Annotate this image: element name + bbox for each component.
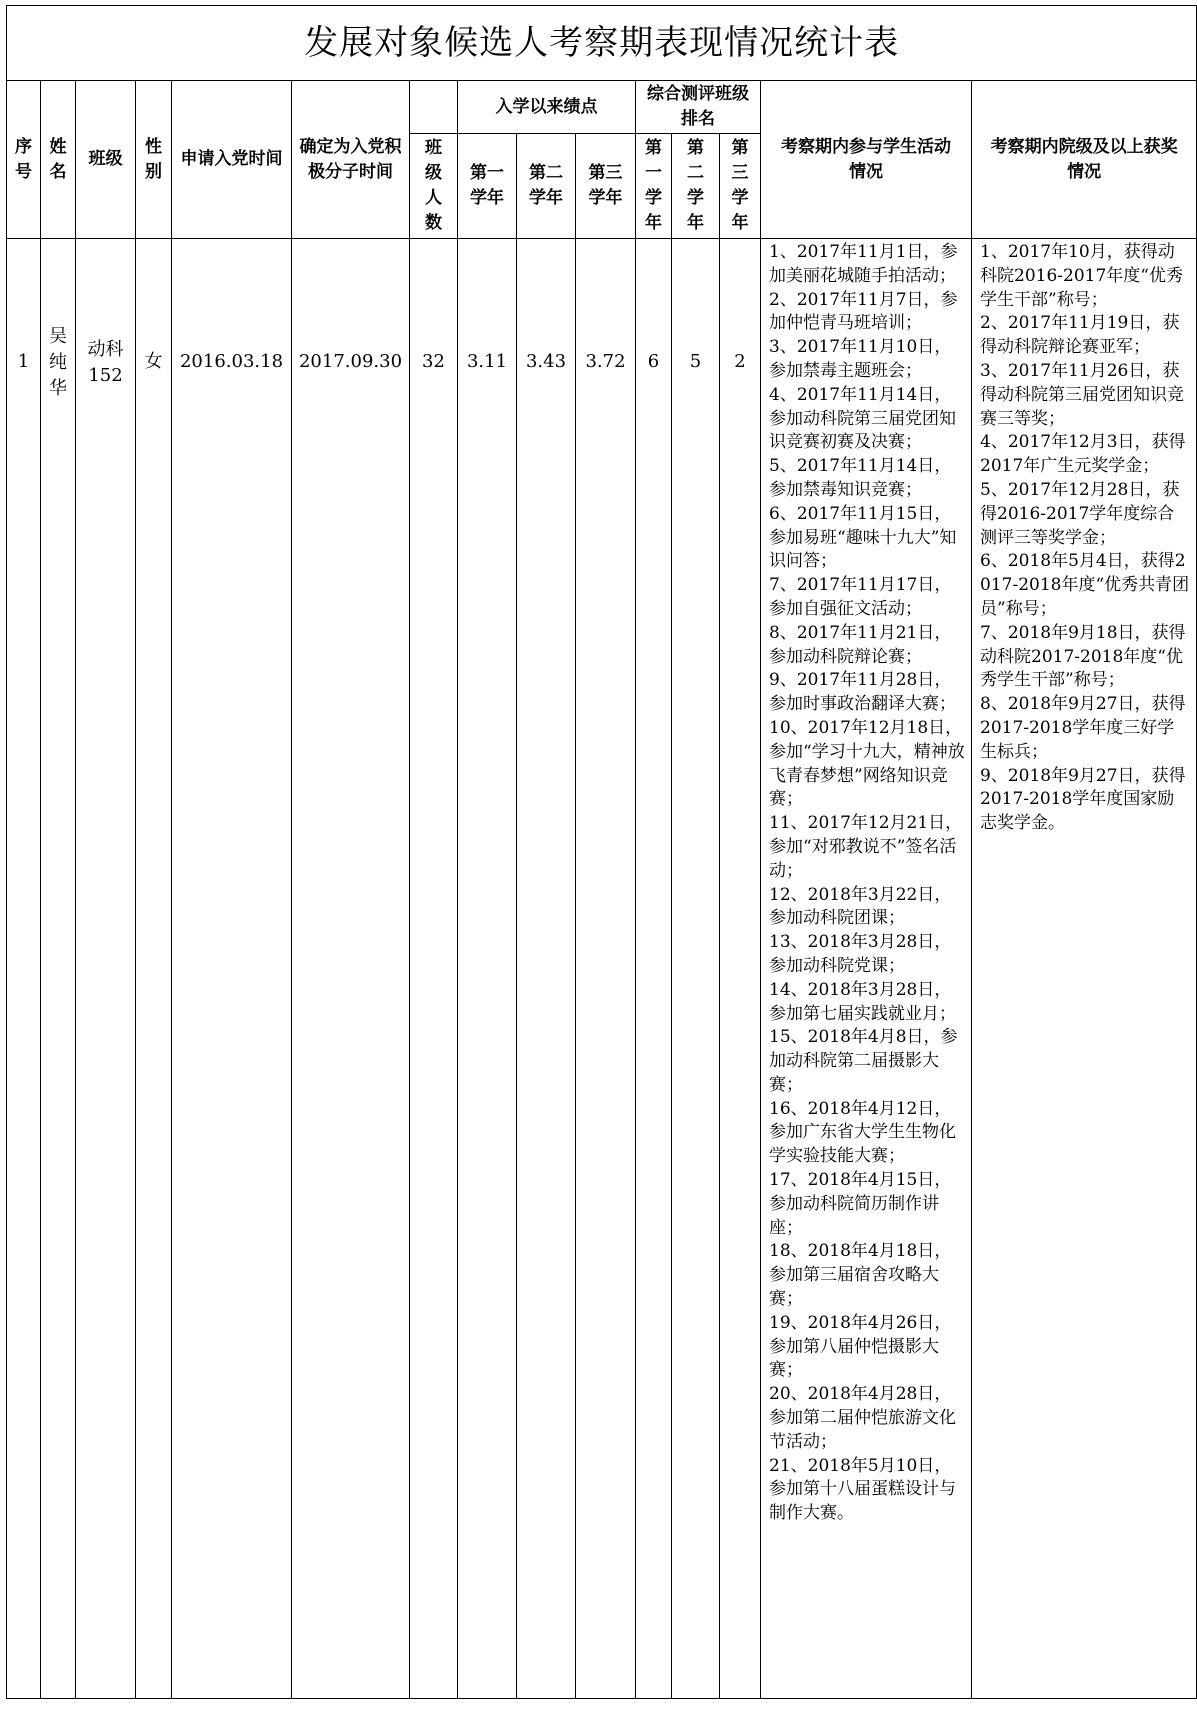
- header-activist-time: 确定为入党积极分子时间: [292, 81, 410, 239]
- activity-item: 18、2018年4月18日，参加第三届宿舍攻略大赛；: [769, 1241, 952, 1310]
- cell-gpa-y2: 3.43: [517, 239, 576, 1699]
- activity-item: 11、2017年12月21日，参加“对邪教说不”签名活动；: [769, 813, 963, 881]
- activity-item: 7、2017年11月17日，参加自强征文活动；: [769, 575, 952, 619]
- header-seq: 序号: [7, 81, 41, 239]
- cell-gpa-y1: 3.11: [458, 239, 517, 1699]
- award-item: 9、2018年9月27日，获得2017-2018学年度国家励志奖学金。: [980, 765, 1186, 834]
- award-item: 7、2018年9月18日，获得动科院2017-2018年度“优秀学生干部”称号；: [980, 622, 1186, 691]
- cell-gpa-y3: 3.72: [576, 239, 636, 1699]
- cell-activist-time: 2017.09.30: [292, 239, 410, 1699]
- activity-item: 14、2018年3月28日，参加第七届实践就业月；: [769, 979, 956, 1024]
- cell-awards: [972, 239, 1197, 1699]
- header-rank-y2: 第二学年: [672, 134, 720, 239]
- header-activities: 考察期内参与学生活动情况: [761, 81, 972, 239]
- award-item: 2、2017年11月19日，获得动科院辩论赛亚军；: [980, 313, 1180, 358]
- activity-item: 16、2018年4月12日，参加广东省大学生生物化学实验技能大赛；: [769, 1098, 956, 1167]
- header-gpa-y3: 第三学年: [576, 134, 636, 239]
- statistics-table: [6, 5, 1197, 1699]
- cell-name: 吴纯华: [41, 239, 76, 1699]
- table-title: 发展对象候选人考察期表现情况统计表: [7, 6, 1197, 81]
- activity-item: 9、2017年11月28日，参加时事政治翻译大赛；: [769, 670, 956, 715]
- activity-item: 20、2018年4月28日，参加第二届仲恺旅游文化节活动；: [769, 1384, 956, 1452]
- header-apply-time: 申请入党时间: [172, 81, 292, 239]
- activity-item: 13、2018年3月28日，参加动科院党课；: [769, 932, 952, 976]
- header-rank-y1: 第一学年: [636, 134, 672, 239]
- cell-rank-y2: 5: [672, 239, 720, 1699]
- cell-class-size: 32: [410, 239, 458, 1699]
- header-gender: 性别: [136, 81, 172, 239]
- award-item: 8、2018年9月27日，获得2017-2018学年度三好学生标兵；: [980, 694, 1186, 762]
- activity-item: 2、2017年11月7日，参加仲恺青马班培训；: [769, 289, 958, 334]
- header-rank-y3: 第三学年: [720, 134, 761, 239]
- award-item: 3、2017年11月26日，获得动科院第三届党团知识竞赛三等奖；: [980, 360, 1184, 429]
- activity-item: 21、2018年5月10日，参加第十八届蛋糕设计与制作大赛。: [769, 1455, 956, 1524]
- activity-item: 3、2017年11月10日，参加禁毒主题班会；: [769, 337, 952, 381]
- award-item: 5、2017年12月28日，获得2016-2017学年度综合测评三等奖学金；: [980, 479, 1180, 548]
- table-row: [7, 239, 1197, 1699]
- cell-rank-y3: 2: [720, 239, 761, 1699]
- award-item: 4、2017年12月3日，获得2017年广生元奖学金；: [980, 432, 1186, 477]
- activity-item: 4、2017年11月14日，参加动科院第三届党团知识竞赛初赛及决赛；: [769, 384, 956, 453]
- cell-seq: 1: [7, 239, 41, 1699]
- cell-activities: [761, 239, 972, 1699]
- header-gpa-y2: 第二学年: [517, 134, 576, 239]
- cell-gender: 女: [136, 239, 172, 1699]
- activity-item: 17、2018年4月15日，参加动科院简历制作讲座；: [769, 1170, 952, 1238]
- activity-item: 1、2017年11月1日，参加美丽花城随手拍活动；: [769, 242, 958, 286]
- cell-apply-time: 2016.03.18: [172, 239, 292, 1699]
- header-gpa-y1: 第一学年: [458, 134, 517, 239]
- cell-class: 动科152: [76, 239, 136, 1699]
- activity-item: 5、2017年11月14日，参加禁毒知识竞赛；: [769, 456, 952, 500]
- header-awards: 考察期内院级及以上获奖情况: [972, 81, 1197, 239]
- header-rank-group: 综合测评班级排名: [636, 81, 761, 134]
- activity-item: 10、2017年12月18日，参加“学习十九大，精神放飞青春梦想”网络知识竞赛；: [769, 717, 965, 810]
- activity-item: 19、2018年4月26日，参加第八届仲恺摄影大赛；: [769, 1312, 952, 1381]
- header-class: 班级: [76, 81, 136, 239]
- activity-item: 6、2017年11月15日，参加易班“趣味十九大”知识问答；: [769, 503, 957, 572]
- activity-item: 15、2018年4月8日，参加动科院第二届摄影大赛；: [769, 1027, 958, 1095]
- activity-item: 12、2018年3月22日，参加动科院团课；: [769, 884, 952, 929]
- header-gpa-group: 入学以来绩点: [458, 81, 636, 134]
- cell-rank-y1: 6: [636, 239, 672, 1699]
- award-item: 1、2017年10月，获得动科院2016-2017年度“优秀学生干部”称号；: [980, 242, 1183, 310]
- header-name: 姓名: [41, 81, 76, 239]
- header-blank: [410, 81, 458, 134]
- award-item: 6、2018年5月4日，获得2017-2018年度“优秀共青团员”称号；: [980, 551, 1190, 619]
- activity-item: 8、2017年11月21日，参加动科院辩论赛；: [769, 622, 952, 667]
- header-class-size: 班级人数: [410, 134, 458, 239]
